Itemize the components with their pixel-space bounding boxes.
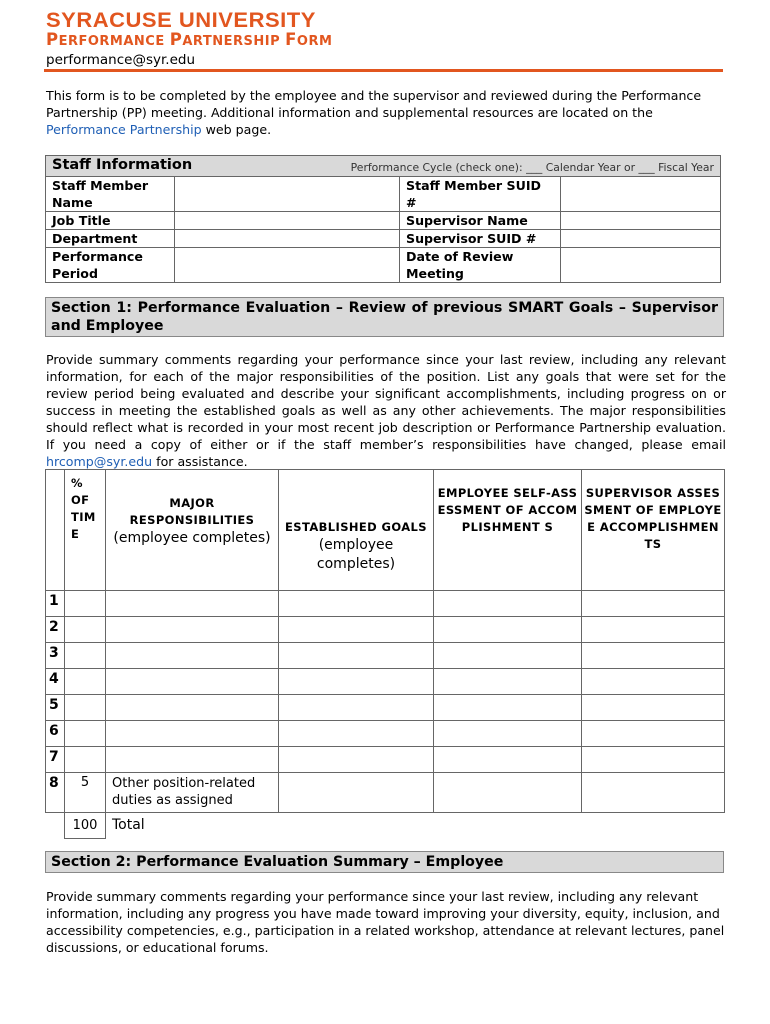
major-responsibilities-header: MAJOR RESPONSIBILITIES (employee completes) <box>106 470 279 591</box>
responsibility-cell[interactable]: Other position-related duties as assigned <box>106 773 279 813</box>
self-assessment-cell[interactable] <box>434 747 582 773</box>
title-p-rest: ERFORMANCE <box>58 34 170 49</box>
intro-paragraph <box>46 87 726 138</box>
pct-cell[interactable] <box>65 721 106 747</box>
row-number: 5 <box>46 695 65 721</box>
responsibility-cell[interactable] <box>106 721 279 747</box>
responsibility-cell[interactable] <box>106 669 279 695</box>
staff-info-title: Staff Information <box>52 157 193 173</box>
table-row <box>46 617 725 643</box>
review-date-field[interactable] <box>561 248 721 283</box>
table-row <box>46 773 725 813</box>
pct-cell[interactable]: 5 <box>65 773 106 813</box>
supervisor-name-label: Supervisor Name <box>400 212 561 230</box>
staff-member-name-field[interactable] <box>175 177 400 212</box>
goals-cell[interactable] <box>279 669 434 695</box>
self-assessment-cell[interactable] <box>434 669 582 695</box>
department-field[interactable] <box>175 230 400 248</box>
table-row <box>46 695 725 721</box>
supervisor-assessment-cell[interactable] <box>582 591 725 617</box>
responsibility-cell[interactable] <box>106 617 279 643</box>
job-title-label: Job Title <box>46 212 175 230</box>
responsibility-cell[interactable] <box>106 643 279 669</box>
self-assessment-cell[interactable] <box>434 643 582 669</box>
pct-time-header: % OF TIM E <box>65 470 106 591</box>
department-label: Department <box>46 230 175 248</box>
table-row <box>46 669 725 695</box>
pct-cell[interactable] <box>65 747 106 773</box>
intro-text: This form is to be completed by the employee and the supervisor and reviewed during the Performance Partnership (PP) meeting. Additional information and supplemental resources are located on the <box>46 88 702 120</box>
row-number-header <box>46 470 65 591</box>
supervisor-assessment-cell[interactable] <box>582 695 725 721</box>
row-number: 3 <box>46 643 65 669</box>
responsibility-cell[interactable] <box>106 747 279 773</box>
performance-partnership-link[interactable]: Performance Partnership <box>46 122 202 137</box>
total-spacer <box>46 813 65 839</box>
goals-cell[interactable] <box>279 617 434 643</box>
row-number: 7 <box>46 747 65 773</box>
intro-text-end: web page. <box>201 122 272 137</box>
title-f: F <box>285 30 297 49</box>
total-pct: 100 <box>65 813 106 839</box>
established-goals-header: ESTABLISHED GOALS (employee completes) <box>279 470 434 591</box>
responsibility-cell[interactable] <box>106 695 279 721</box>
responsibilities-table <box>45 469 725 839</box>
performance-period-label: Performance Period <box>46 248 175 283</box>
supervisor-assessment-cell[interactable] <box>582 773 725 813</box>
supervisor-assessment-header: SUPERVISOR ASSESSMENT OF EMPLOYEE ACCOMPLISHMEN TS <box>582 470 725 591</box>
goals-cell[interactable] <box>279 747 434 773</box>
header-rule <box>44 69 723 72</box>
title-pp-rest: ARTNERSHIP <box>182 34 286 49</box>
row-number: 6 <box>46 721 65 747</box>
table-row <box>46 591 725 617</box>
staff-info-table <box>45 155 721 283</box>
responsibility-cell[interactable] <box>106 591 279 617</box>
title-f-rest: ORM <box>296 34 333 49</box>
pct-cell[interactable] <box>65 695 106 721</box>
row-number: 2 <box>46 617 65 643</box>
goals-cell[interactable] <box>279 643 434 669</box>
supervisor-suid-label: Supervisor SUID # <box>400 230 561 248</box>
table-row <box>46 747 725 773</box>
review-date-label: Date of Review Meeting <box>400 248 561 283</box>
pct-cell[interactable] <box>65 643 106 669</box>
supervisor-assessment-cell[interactable] <box>582 617 725 643</box>
self-assessment-cell[interactable] <box>434 591 582 617</box>
staff-suid-field[interactable] <box>561 177 721 212</box>
supervisor-assessment-cell[interactable] <box>582 747 725 773</box>
total-label: Total <box>112 817 145 833</box>
form-title <box>46 30 332 49</box>
supervisor-name-field[interactable] <box>561 212 721 230</box>
pct-cell[interactable] <box>65 591 106 617</box>
section1-text-end: for assistance. <box>152 454 248 469</box>
university-wordmark: SYRACUSE UNIVERSITY <box>46 8 316 32</box>
section1-instructions <box>46 351 726 470</box>
row-number: 4 <box>46 669 65 695</box>
self-assessment-cell[interactable] <box>434 695 582 721</box>
title-p: P <box>46 30 59 49</box>
section2-header: Section 2: Performance Evaluation Summary – Employee <box>45 851 724 873</box>
table-row <box>46 721 725 747</box>
pct-cell[interactable] <box>65 669 106 695</box>
pct-cell[interactable] <box>65 617 106 643</box>
table-row <box>46 643 725 669</box>
total-row <box>46 813 725 839</box>
self-assessment-cell[interactable] <box>434 773 582 813</box>
section1-header: Section 1: Performance Evaluation – Review of previous SMART Goals – Supervisor and Employee <box>45 297 724 337</box>
row-number: 1 <box>46 591 65 617</box>
goals-cell[interactable] <box>279 695 434 721</box>
supervisor-assessment-cell[interactable] <box>582 669 725 695</box>
performance-period-field[interactable] <box>175 248 400 283</box>
staff-suid-label: Staff Member SUID # <box>400 177 561 212</box>
goals-cell[interactable] <box>279 773 434 813</box>
self-assessment-cell[interactable] <box>434 721 582 747</box>
staff-info-header <box>46 156 721 177</box>
performance-cycle-label[interactable]: Performance Cycle (check one): ___ Calendar Year or ___ Fiscal Year <box>350 161 714 174</box>
supervisor-assessment-cell[interactable] <box>582 721 725 747</box>
title-pp: P <box>169 30 183 49</box>
row-number: 8 <box>46 773 65 813</box>
goals-cell[interactable] <box>279 591 434 617</box>
supervisor-suid-field[interactable] <box>561 230 721 248</box>
supervisor-assessment-cell[interactable] <box>582 643 725 669</box>
hrcomp-email-link[interactable]: hrcomp@syr.edu <box>46 454 153 469</box>
goals-cell[interactable] <box>279 721 434 747</box>
section1-text: Provide summary comments regarding your performance since your last review, including any relevant information, for each of the major responsibilities of the position. List any goals that were set for the review period being evaluated and describe your significant accomplishments, including progress on or success in meeting the established goals as well as any other achievements. The major responsibilities should reflect what is recorded in your most recent job description or Performance Partnership evaluation. If you need a copy of either or if the staff member’s responsibilities have changed, please email <box>46 352 726 452</box>
contact-email[interactable]: performance@syr.edu <box>46 52 196 68</box>
staff-member-name-label: Staff Member Name <box>46 177 175 212</box>
section2-instructions: Provide summary comments regarding your performance since your last review, including any relevant information, including any progress you have made toward improving your diversity, equity, inclusion, and accessibility competencies, e.g., participation in a related workshop, attendance at relevant lectures, panel discussions, or educational forums. <box>46 889 725 955</box>
self-assessment-header: EMPLOYEE SELF-ASSESSMENT OF ACCOMPLISHMENT S <box>434 470 582 591</box>
job-title-field[interactable] <box>175 212 400 230</box>
self-assessment-cell[interactable] <box>434 617 582 643</box>
